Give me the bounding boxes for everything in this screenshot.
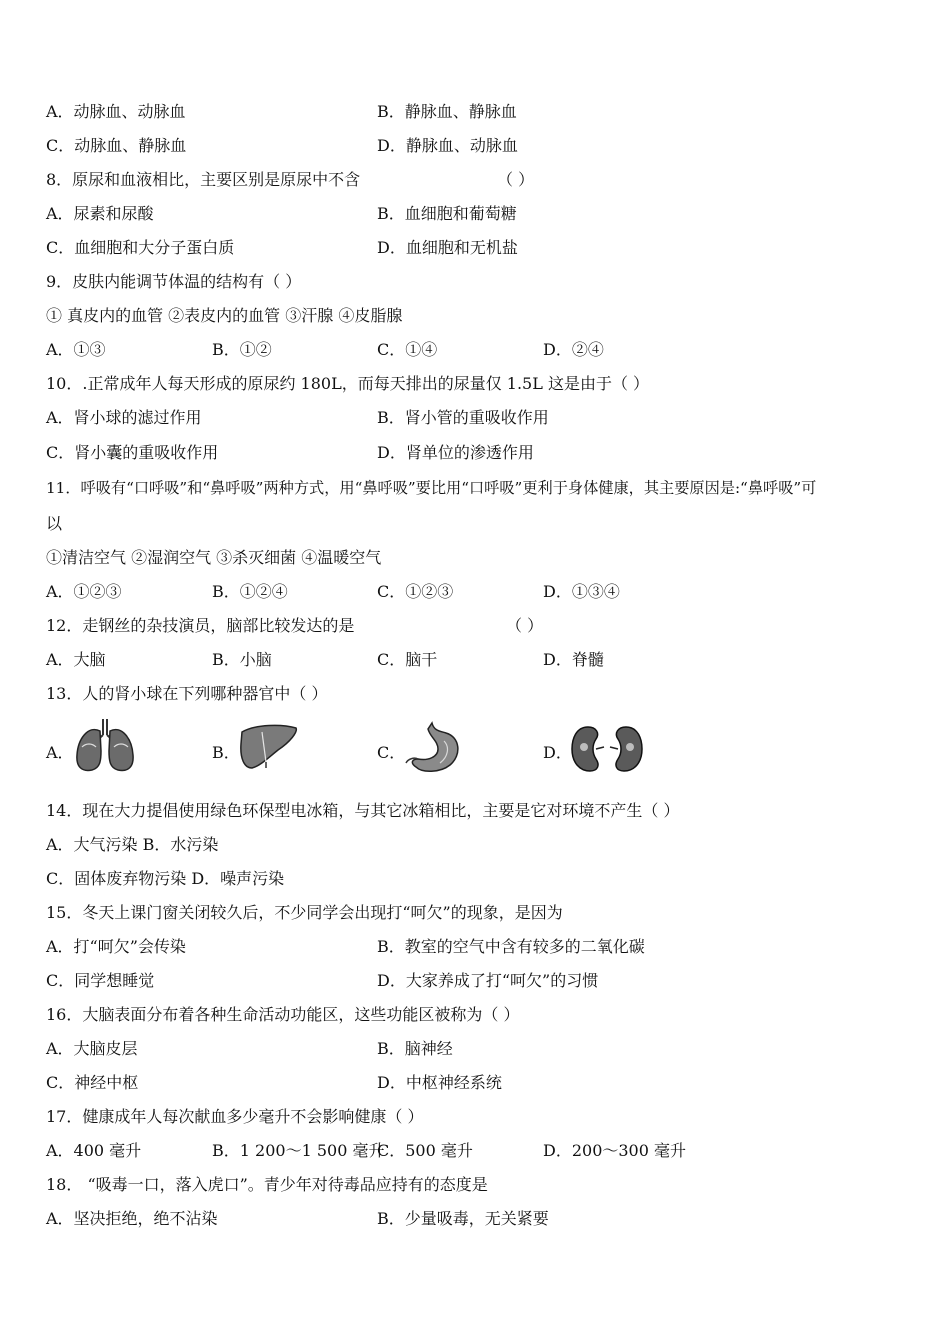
q17-option-b: B．1 200～1 500 毫升: [212, 1141, 385, 1160]
q15-option-b: B．教室的空气中含有较多的二氧化碳: [377, 937, 645, 956]
q12-option-d: D．脊髓: [543, 650, 604, 669]
q11-items: ①清洁空气 ②湿润空气 ③杀灭细菌 ④温暖空气: [46, 548, 382, 567]
stomach-image: [404, 721, 464, 775]
q10-option-b: B．肾小管的重吸收作用: [377, 408, 549, 427]
q17-option-c: C．500 毫升: [377, 1141, 473, 1160]
q16-stem: 16．大脑表面分布着各种生命活动功能区，这些功能区被称为（ ）: [46, 1005, 520, 1024]
q8-stem: 8．原尿和血液相比，主要区别是原尿中不含: [46, 170, 361, 189]
liver-image: [238, 722, 300, 772]
q14-stem: 14．现在大力提倡使用绿色环保型电冰箱，与其它冰箱相比，主要是它对环境不产生（ ）: [46, 801, 680, 820]
q11-option-d: D．①③④: [543, 582, 620, 601]
q9-option-b: B．①②: [212, 340, 272, 359]
q18-option-b: B．少量吸毒，无关紧要: [377, 1209, 549, 1228]
q13-option-c: C．: [377, 743, 406, 762]
q12-option-a: A．大脑: [46, 650, 106, 669]
q17-stem: 17．健康成年人每次献血多少毫升不会影响健康（ ）: [46, 1107, 424, 1126]
q16-option-a: A．大脑皮层: [46, 1039, 138, 1058]
q7-option-d: D．静脉血、动脉血: [377, 136, 518, 155]
q16-option-b: B．脑神经: [377, 1039, 453, 1058]
q13-stem: 13．人的肾小球在下列哪种器官中（ ）: [46, 684, 328, 703]
q10-option-a: A．肾小球的滤过作用: [46, 408, 202, 427]
q11-option-b: B．①②④: [212, 582, 288, 601]
q17-option-d: D．200～300 毫升: [543, 1141, 686, 1160]
q15-option-d: D．大家养成了打“呵欠”的习惯: [377, 971, 599, 990]
q18-stem: 18． “吸毒一口，落入虎口”。青少年对待毒品应持有的态度是: [46, 1175, 488, 1194]
q8-option-c: C．血细胞和大分子蛋白质: [46, 238, 235, 257]
q8-option-a: A．尿素和尿酸: [46, 204, 154, 223]
q13-option-b: B．: [212, 743, 240, 762]
q13-option-a: A．: [46, 743, 74, 762]
q12-option-b: B．小脑: [212, 650, 272, 669]
q11-stem: 11．呼吸有“口呼吸”和“鼻呼吸”两种方式，用“鼻呼吸”要比用“口呼吸”更利于身体健康，其主要原因是:“鼻呼吸”可: [46, 479, 817, 497]
q12-option-c: C．脑干: [377, 650, 438, 669]
q18-option-a: A．坚决拒绝，绝不沾染: [46, 1209, 218, 1228]
q10-option-c: C．肾小囊的重吸收作用: [46, 443, 219, 462]
q11-option-a: A．①②③: [46, 582, 122, 601]
q12-stem: 12．走钢丝的杂技演员，脑部比较发达的是: [46, 616, 355, 635]
q13-option-d: D．: [543, 743, 572, 762]
q10-option-d: D．肾单位的渗透作用: [377, 443, 534, 462]
q8-answer-paren: （ ）: [497, 170, 535, 189]
q10-stem: 10．.正常成年人每天形成的原尿约 180L，而每天排出的尿量仅 1.5L 这是由于（ ）: [46, 374, 650, 393]
q9-option-a: A．①③: [46, 340, 106, 359]
q15-option-a: A．打“呵欠”会传染: [46, 937, 186, 956]
q8-option-b: B．血细胞和葡萄糖: [377, 204, 517, 223]
q7-option-c: C．动脉血、静脉血: [46, 136, 187, 155]
q16-option-c: C．神经中枢: [46, 1073, 139, 1092]
q9-option-d: D．②④: [543, 340, 604, 359]
q15-stem: 15．冬天上课门窗关闭较久后，不少同学会出现打“呵欠”的现象，是因为: [46, 903, 563, 922]
q12-answer-paren: （ ）: [506, 616, 544, 635]
q14-options-cd: C．固体废弃物污染 D．噪声污染: [46, 869, 285, 888]
q17-option-a: A．400 毫升: [46, 1141, 142, 1160]
kidneys-image: [570, 725, 644, 773]
q11-stem-cont: 以: [46, 514, 63, 533]
q11-option-c: C．①②③: [377, 582, 454, 601]
q7-option-b: B．静脉血、静脉血: [377, 102, 517, 121]
q9-option-c: C．①④: [377, 340, 438, 359]
q14-options-ab: A．大气污染 B．水污染: [46, 835, 219, 854]
q9-items: ① 真皮内的血管 ②表皮内的血管 ③汗腺 ④皮脂腺: [46, 306, 403, 325]
lungs-image: [74, 717, 136, 773]
q15-option-c: C．同学想睡觉: [46, 971, 155, 990]
q16-option-d: D．中枢神经系统: [377, 1073, 502, 1092]
q8-option-d: D．血细胞和无机盐: [377, 238, 518, 257]
q9-stem: 9．皮肤内能调节体温的结构有（ ）: [46, 272, 302, 291]
q7-option-a: A．动脉血、动脉血: [46, 102, 186, 121]
